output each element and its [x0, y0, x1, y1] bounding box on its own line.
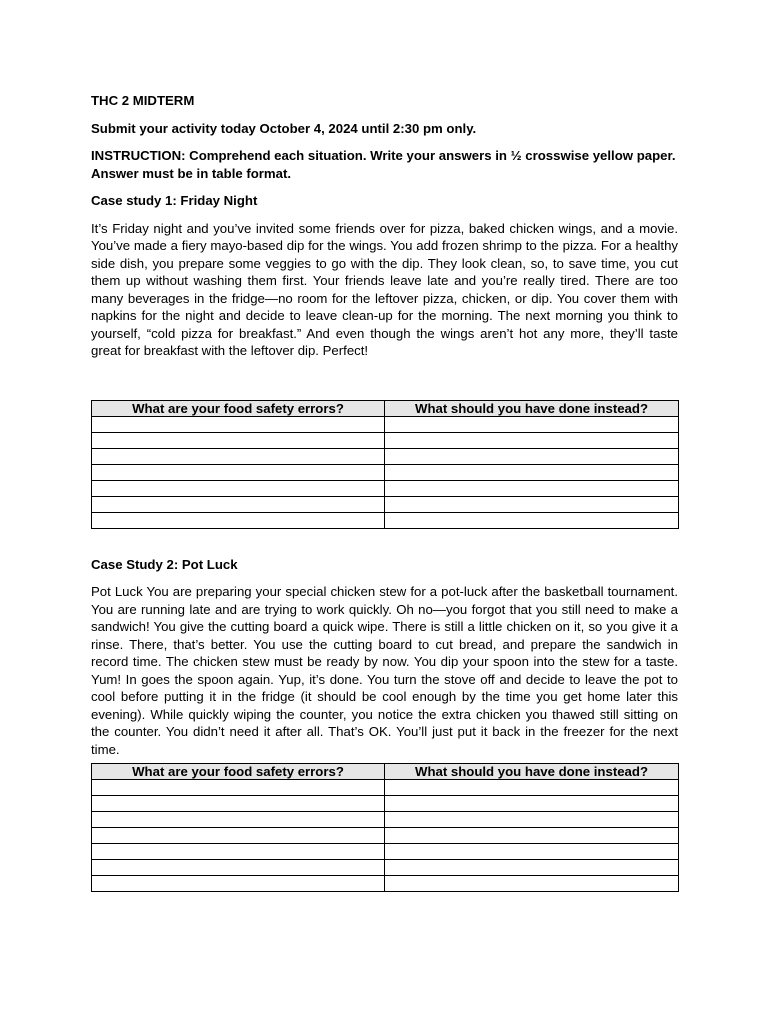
table-header-row — [92, 764, 679, 780]
table-row — [92, 464, 679, 480]
case1-paragraph: It’s Friday night and you’ve invited some friends over for pizza, baked chicken wings, and a movie. You’ve made a fiery mayo-based dip for the wings. You add frozen shrimp to the pizza. For a healthy side dish, you prepare some veggies to go with the dip. They look clean, so, to save time, you cut them up without washing them first. Your friends leave late and you’re really tired. There are too many beverages in the fridge—no room for the leftover pizza, chicken, or dip. You cover them with napkins for the night and decide to leave clean-up for the morning. The next morning you think to yourself, “cold pizza for breakfast.” And even though the wings aren’t hot any more, they’ll taste great for breakfast with the leftover dip. Perfect! — [91, 220, 678, 358]
answer-cell — [92, 416, 385, 432]
answer-cell — [92, 448, 385, 464]
answer-cell — [385, 464, 679, 480]
answer-cell — [385, 448, 679, 464]
table-row — [92, 480, 679, 496]
answer-cell — [385, 796, 679, 812]
column-header-instead: What should you have done instead? — [385, 400, 679, 416]
answer-cell — [385, 860, 679, 876]
answer-cell — [92, 480, 385, 496]
submission-deadline: Submit your activity today October 4, 2024 until 2:30 pm only. — [91, 120, 477, 136]
table-row — [92, 496, 679, 512]
table-row — [92, 512, 679, 528]
answer-cell — [92, 876, 385, 892]
table-row — [92, 876, 679, 892]
table-header-row — [92, 400, 679, 416]
answer-cell — [92, 780, 385, 796]
answer-cell — [385, 876, 679, 892]
table-row — [92, 780, 679, 796]
answer-cell — [92, 828, 385, 844]
table-row — [92, 448, 679, 464]
table-row — [92, 812, 679, 828]
case2-heading: Case Study 2: Pot Luck — [91, 556, 238, 572]
answer-cell — [385, 512, 679, 528]
answer-cell — [92, 796, 385, 812]
answer-cell — [92, 432, 385, 448]
instruction-text: INSTRUCTION: Comprehend each situation. Write your answers in ½ crosswise yellow paper. Answer must be in table format. — [91, 148, 676, 181]
table-row — [92, 828, 679, 844]
answer-cell — [385, 828, 679, 844]
answer-cell — [385, 480, 679, 496]
column-header-errors: What are your food safety errors? — [92, 400, 385, 416]
column-header-errors: What are your food safety errors? — [92, 764, 385, 780]
column-header-instead: What should you have done instead? — [385, 764, 679, 780]
answer-cell — [385, 844, 679, 860]
answer-cell — [385, 780, 679, 796]
answer-cell — [385, 812, 679, 828]
table-row — [92, 844, 679, 860]
case2-answer-table — [91, 763, 679, 892]
answer-cell — [385, 416, 679, 432]
answer-cell — [92, 464, 385, 480]
answer-cell — [92, 860, 385, 876]
case1-heading: Case study 1: Friday Night — [91, 193, 258, 208]
answer-cell — [92, 844, 385, 860]
answer-cell — [92, 512, 385, 528]
case2-paragraph: Pot Luck You are preparing your special chicken stew for a pot-luck after the basketball tournament. You are running late and are trying to work quickly. Oh no—you forgot that you still need to make a sandwich! You give the cutting board a quick wipe. There is still a little chicken on it, so you give it a rinse. There, that’s better. You use the cutting board to cut bread, and prepare the sandwich in record time. The chicken stew must be ready by now. You dip your spoon into the stew for a taste. Yum! In goes the spoon again. Yup, it’s done. You turn the stove off and decide to leave the pot to cool before putting it in the fridge (it should be cool enough by the time you get home later this evening). While quickly wiping the counter, you notice the extra chicken you thawed still sitting on the counter. You didn’t need it after all. That’s OK. You’ll just put it back in the freezer for the next time. — [91, 584, 678, 757]
table-row — [92, 416, 679, 432]
answer-cell — [92, 812, 385, 828]
document-page — [91, 92, 678, 892]
answer-cell — [385, 432, 679, 448]
answer-cell — [92, 496, 385, 512]
case1-answer-table — [91, 400, 679, 529]
table-row — [92, 796, 679, 812]
document-title: THC 2 MIDTERM — [91, 93, 195, 108]
table-row — [92, 432, 679, 448]
answer-cell — [385, 496, 679, 512]
table-row — [92, 860, 679, 876]
